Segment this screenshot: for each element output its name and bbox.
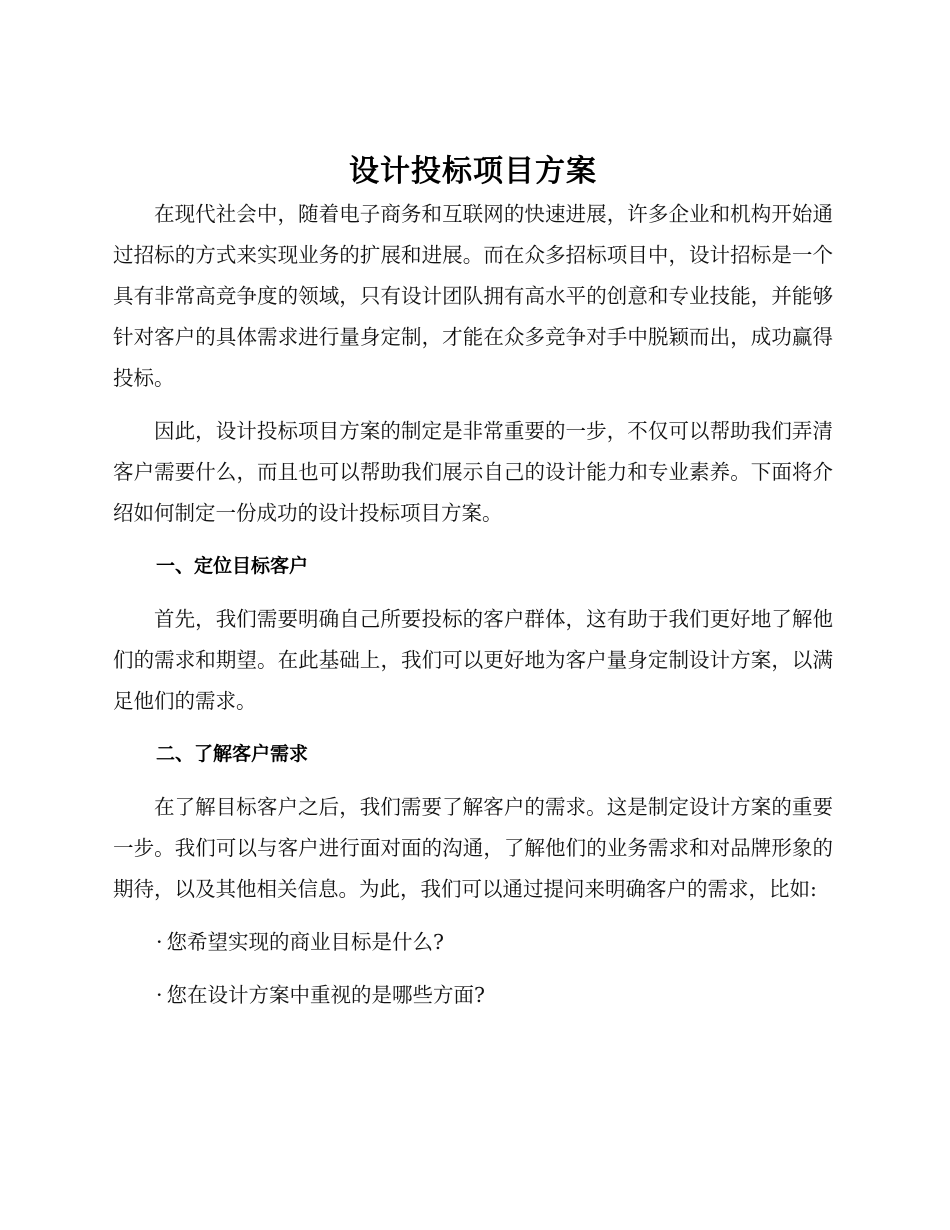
- bullet-icon: ·: [156, 983, 163, 1007]
- list-item-text: 您希望实现的商业目标是什么?: [166, 930, 445, 954]
- intro-paragraph-2: 因此，设计投标项目方案的制定是非常重要的一步，不仅可以帮助我们弄清客户需要什么，而且也可以帮助我们展示自己的设计能力和专业素养。下面将介绍如何制定一份成功的设计投标项目方案。: [113, 419, 833, 525]
- list-item: [113, 975, 833, 1016]
- section-heading-1: 一、定位目标客户: [156, 555, 309, 577]
- bullet-icon: ·: [156, 930, 163, 954]
- list-item: [113, 922, 833, 963]
- section-heading-2: 二、了解客户需求: [156, 743, 309, 765]
- section-paragraph-2: 在了解目标客户之后，我们需要了解客户的需求。这是制定设计方案的重要一步。我们可以与客户进行面对面的沟通，了解他们的业务需求和对品牌形象的期待，以及其他相关信息。为此，我们可以通过提问来明确客户的需求，比如:: [113, 795, 833, 901]
- list-item-text: 您在设计方案中重视的是哪些方面?: [166, 983, 486, 1007]
- section-paragraph-1: 首先，我们需要明确自己所要投标的客户群体，这有助于我们更好地了解他们的需求和期望。在此基础上，我们可以更好地为客户量身定制设计方案，以满足他们的需求。: [113, 607, 833, 713]
- document-title: 设计投标项目方案: [349, 154, 597, 189]
- document-body: [113, 150, 833, 1016]
- intro-paragraph-1: 在现代社会中，随着电子商务和互联网的快速进展，许多企业和机构开始通过招标的方式来实现业务的扩展和进展。而在众多招标项目中，设计招标是一个具有非常高竞争度的领域，只有设计团队拥有高水平的创意和专业技能，并能够针对客户的具体需求进行量身定制，才能在众多竞争对手中脱颖而出，成功赢得投标。: [113, 202, 833, 390]
